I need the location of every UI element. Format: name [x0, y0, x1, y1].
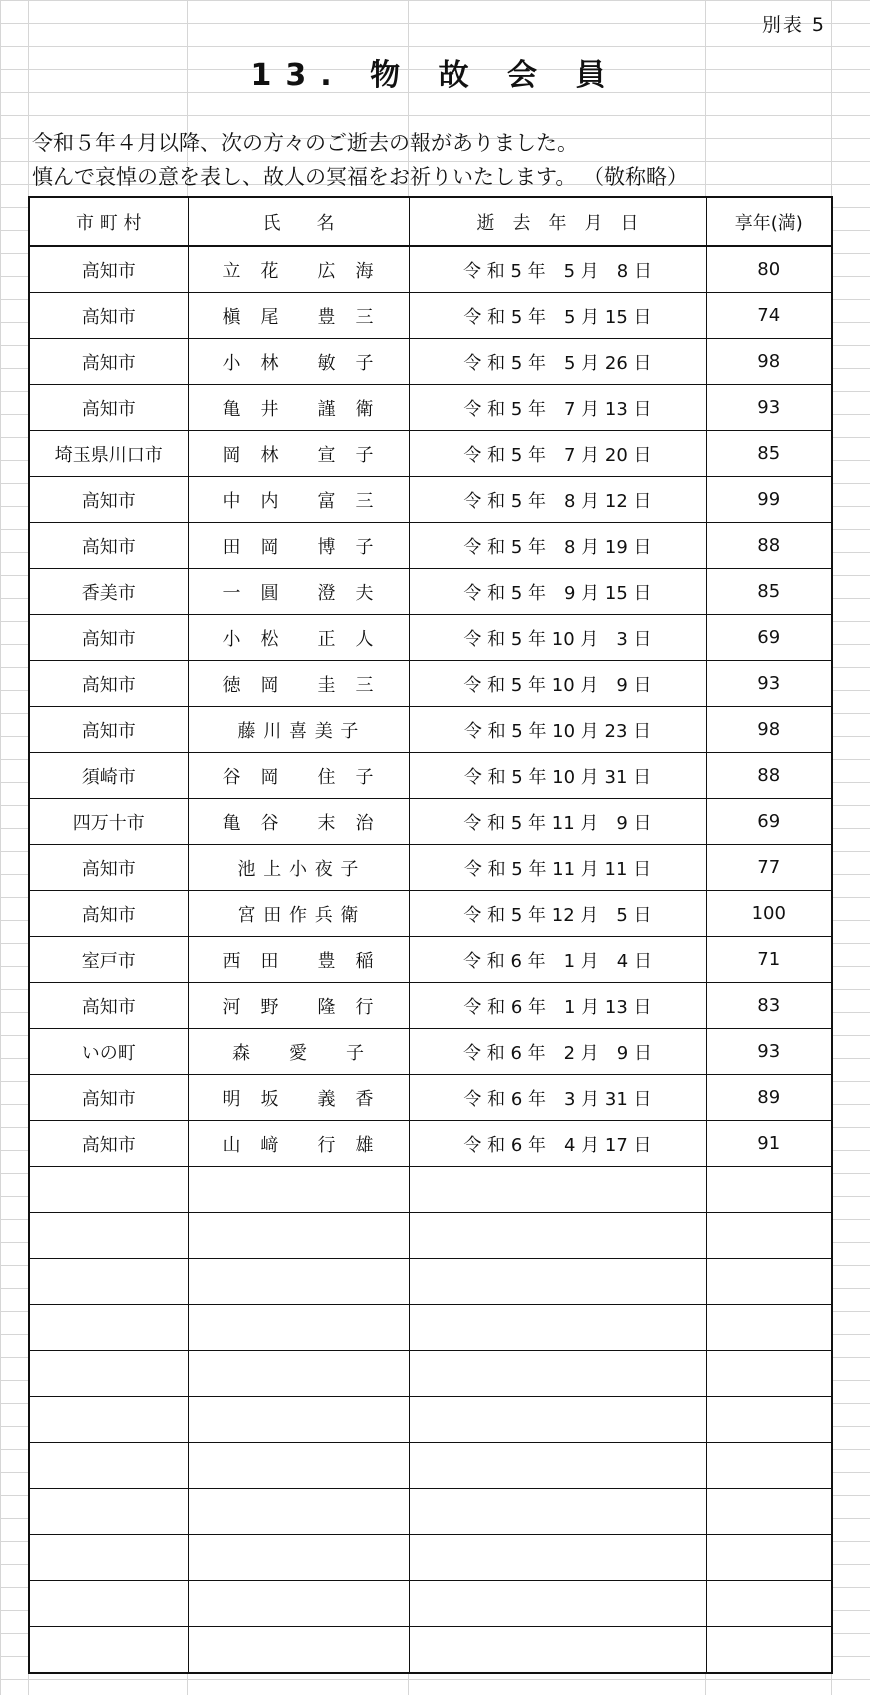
table-row	[29, 293, 832, 339]
empty-row	[29, 1397, 832, 1443]
cell-date: 令 和 5 年 8 月 12 日	[409, 477, 706, 523]
cell-municipality: 高知市	[29, 845, 188, 891]
cell-municipality	[29, 1397, 188, 1443]
cell-date: 令 和 5 年 10 月 9 日	[409, 661, 706, 707]
header-age: 享年(満)	[706, 197, 832, 246]
cell-date: 令 和 6 年 4 月 17 日	[409, 1121, 706, 1167]
page-title: 13. 物 故 会 員	[250, 58, 620, 93]
cell-date: 令 和 6 年 1 月 4 日	[409, 937, 706, 983]
cell-municipality: 高知市	[29, 339, 188, 385]
cell-municipality	[29, 1489, 188, 1535]
cell-name: 谷 岡 住 子	[188, 753, 409, 799]
cell-age	[706, 1351, 832, 1397]
cell-name: 明 坂 義 香	[188, 1075, 409, 1121]
cell-age: 99	[706, 477, 832, 523]
cell-date: 令 和 5 年 5 月 15 日	[409, 293, 706, 339]
cell-municipality: 高知市	[29, 1075, 188, 1121]
empty-row	[29, 1305, 832, 1351]
table-header-row	[29, 197, 832, 246]
cell-name: 森 愛 子	[188, 1029, 409, 1075]
deceased-members-table	[28, 196, 833, 1674]
empty-row	[29, 1581, 832, 1627]
table-row	[29, 1029, 832, 1075]
cell-age	[706, 1167, 832, 1213]
intro-line-2: 慎んで哀悼の意を表し、故人の冥福をお祈りいたします。 （敬称略）	[32, 165, 688, 189]
cell-name: 亀 井 謹 衛	[188, 385, 409, 431]
cell-name	[188, 1167, 409, 1213]
cell-municipality	[29, 1305, 188, 1351]
cell-age: 98	[706, 339, 832, 385]
cell-date: 令 和 5 年 11 月 9 日	[409, 799, 706, 845]
cell-date	[409, 1443, 706, 1489]
cell-name: 西 田 豊 稲	[188, 937, 409, 983]
cell-name: 藤 川 喜 美 子	[188, 707, 409, 753]
cell-age: 88	[706, 753, 832, 799]
cell-name: 中 内 富 三	[188, 477, 409, 523]
cell-name: 山 﨑 行 雄	[188, 1121, 409, 1167]
cell-date: 令 和 5 年 12 月 5 日	[409, 891, 706, 937]
annex-label: 別表 5	[761, 14, 826, 36]
empty-row	[29, 1443, 832, 1489]
cell-municipality: 高知市	[29, 385, 188, 431]
cell-municipality: 高知市	[29, 891, 188, 937]
table-row	[29, 983, 832, 1029]
cell-municipality	[29, 1627, 188, 1674]
table-row	[29, 707, 832, 753]
cell-age: 69	[706, 615, 832, 661]
cell-municipality	[29, 1535, 188, 1581]
cell-date: 令 和 6 年 1 月 13 日	[409, 983, 706, 1029]
cell-name	[188, 1489, 409, 1535]
empty-row	[29, 1535, 832, 1581]
cell-name: 岡 林 宣 子	[188, 431, 409, 477]
cell-age	[706, 1489, 832, 1535]
cell-name	[188, 1213, 409, 1259]
cell-name: 宮 田 作 兵 衛	[188, 891, 409, 937]
cell-municipality: 高知市	[29, 1121, 188, 1167]
table-row	[29, 1121, 832, 1167]
cell-date	[409, 1259, 706, 1305]
cell-municipality: 埼玉県川口市	[29, 431, 188, 477]
cell-name: 徳 岡 圭 三	[188, 661, 409, 707]
cell-date: 令 和 5 年 9 月 15 日	[409, 569, 706, 615]
cell-age	[706, 1627, 832, 1674]
cell-age: 93	[706, 1029, 832, 1075]
cell-age	[706, 1213, 832, 1259]
cell-age	[706, 1397, 832, 1443]
cell-date	[409, 1581, 706, 1627]
cell-date	[409, 1489, 706, 1535]
cell-age	[706, 1259, 832, 1305]
table-row	[29, 431, 832, 477]
cell-date: 令 和 5 年 10 月 31 日	[409, 753, 706, 799]
cell-name	[188, 1627, 409, 1674]
cell-age: 77	[706, 845, 832, 891]
cell-age: 85	[706, 569, 832, 615]
cell-municipality: 高知市	[29, 246, 188, 293]
cell-date	[409, 1305, 706, 1351]
cell-age: 91	[706, 1121, 832, 1167]
cell-name: 小 松 正 人	[188, 615, 409, 661]
cell-name	[188, 1443, 409, 1489]
cell-age	[706, 1443, 832, 1489]
cell-name	[188, 1305, 409, 1351]
cell-municipality	[29, 1167, 188, 1213]
cell-date: 令 和 5 年 10 月 3 日	[409, 615, 706, 661]
empty-row	[29, 1259, 832, 1305]
cell-date	[409, 1351, 706, 1397]
cell-name: 田 岡 博 子	[188, 523, 409, 569]
cell-municipality: 高知市	[29, 983, 188, 1029]
table-row	[29, 661, 832, 707]
cell-name	[188, 1581, 409, 1627]
cell-age: 74	[706, 293, 832, 339]
cell-date: 令 和 6 年 3 月 31 日	[409, 1075, 706, 1121]
empty-row	[29, 1167, 832, 1213]
cell-date: 令 和 5 年 7 月 20 日	[409, 431, 706, 477]
cell-date: 令 和 5 年 7 月 13 日	[409, 385, 706, 431]
cell-date	[409, 1535, 706, 1581]
table-row	[29, 477, 832, 523]
cell-municipality: 香美市	[29, 569, 188, 615]
cell-age: 71	[706, 937, 832, 983]
table-row	[29, 753, 832, 799]
cell-municipality: 高知市	[29, 615, 188, 661]
cell-name	[188, 1259, 409, 1305]
cell-date	[409, 1167, 706, 1213]
cell-name: 小 林 敏 子	[188, 339, 409, 385]
table-row	[29, 799, 832, 845]
empty-row	[29, 1351, 832, 1397]
empty-row	[29, 1213, 832, 1259]
cell-date: 令 和 5 年 5 月 8 日	[409, 246, 706, 293]
cell-age: 69	[706, 799, 832, 845]
table-row	[29, 246, 832, 293]
table-row	[29, 385, 832, 431]
empty-row	[29, 1489, 832, 1535]
table-row	[29, 339, 832, 385]
intro-line-1: 令和５年４月以降、次の方々のご逝去の報がありました。	[32, 131, 578, 155]
cell-age: 89	[706, 1075, 832, 1121]
cell-date: 令 和 6 年 2 月 9 日	[409, 1029, 706, 1075]
cell-municipality: いの町	[29, 1029, 188, 1075]
cell-municipality: 室戸市	[29, 937, 188, 983]
cell-age: 98	[706, 707, 832, 753]
cell-name: 立 花 広 海	[188, 246, 409, 293]
cell-date	[409, 1397, 706, 1443]
cell-municipality: 高知市	[29, 523, 188, 569]
cell-date: 令 和 5 年 11 月 11 日	[409, 845, 706, 891]
cell-age: 88	[706, 523, 832, 569]
table-row	[29, 937, 832, 983]
table-row	[29, 845, 832, 891]
empty-row	[29, 1627, 832, 1674]
cell-municipality	[29, 1259, 188, 1305]
cell-name	[188, 1351, 409, 1397]
table-row	[29, 523, 832, 569]
header-municipality: 市 町 村	[29, 197, 188, 246]
cell-municipality	[29, 1581, 188, 1627]
table-row	[29, 615, 832, 661]
header-date: 逝 去 年 月 日	[409, 197, 706, 246]
cell-municipality: 高知市	[29, 477, 188, 523]
table-row	[29, 891, 832, 937]
cell-age: 100	[706, 891, 832, 937]
cell-municipality: 高知市	[29, 293, 188, 339]
table-row	[29, 569, 832, 615]
cell-age: 85	[706, 431, 832, 477]
cell-age: 93	[706, 385, 832, 431]
cell-name: 槇 尾 豊 三	[188, 293, 409, 339]
cell-municipality	[29, 1213, 188, 1259]
cell-name	[188, 1535, 409, 1581]
header-name: 氏 名	[188, 197, 409, 246]
table-row	[29, 1075, 832, 1121]
cell-name: 亀 谷 末 治	[188, 799, 409, 845]
cell-age: 80	[706, 246, 832, 293]
cell-name: 一 圓 澄 夫	[188, 569, 409, 615]
cell-age	[706, 1581, 832, 1627]
cell-age: 93	[706, 661, 832, 707]
cell-date	[409, 1627, 706, 1674]
cell-age	[706, 1535, 832, 1581]
cell-date: 令 和 5 年 5 月 26 日	[409, 339, 706, 385]
cell-name: 池 上 小 夜 子	[188, 845, 409, 891]
cell-municipality: 高知市	[29, 661, 188, 707]
cell-municipality: 高知市	[29, 707, 188, 753]
cell-age: 83	[706, 983, 832, 1029]
cell-name	[188, 1397, 409, 1443]
cell-municipality: 四万十市	[29, 799, 188, 845]
cell-municipality: 須崎市	[29, 753, 188, 799]
cell-date: 令 和 5 年 8 月 19 日	[409, 523, 706, 569]
cell-name: 河 野 隆 行	[188, 983, 409, 1029]
cell-date	[409, 1213, 706, 1259]
cell-age	[706, 1305, 832, 1351]
cell-municipality	[29, 1443, 188, 1489]
cell-municipality	[29, 1351, 188, 1397]
cell-date: 令 和 5 年 10 月 23 日	[409, 707, 706, 753]
